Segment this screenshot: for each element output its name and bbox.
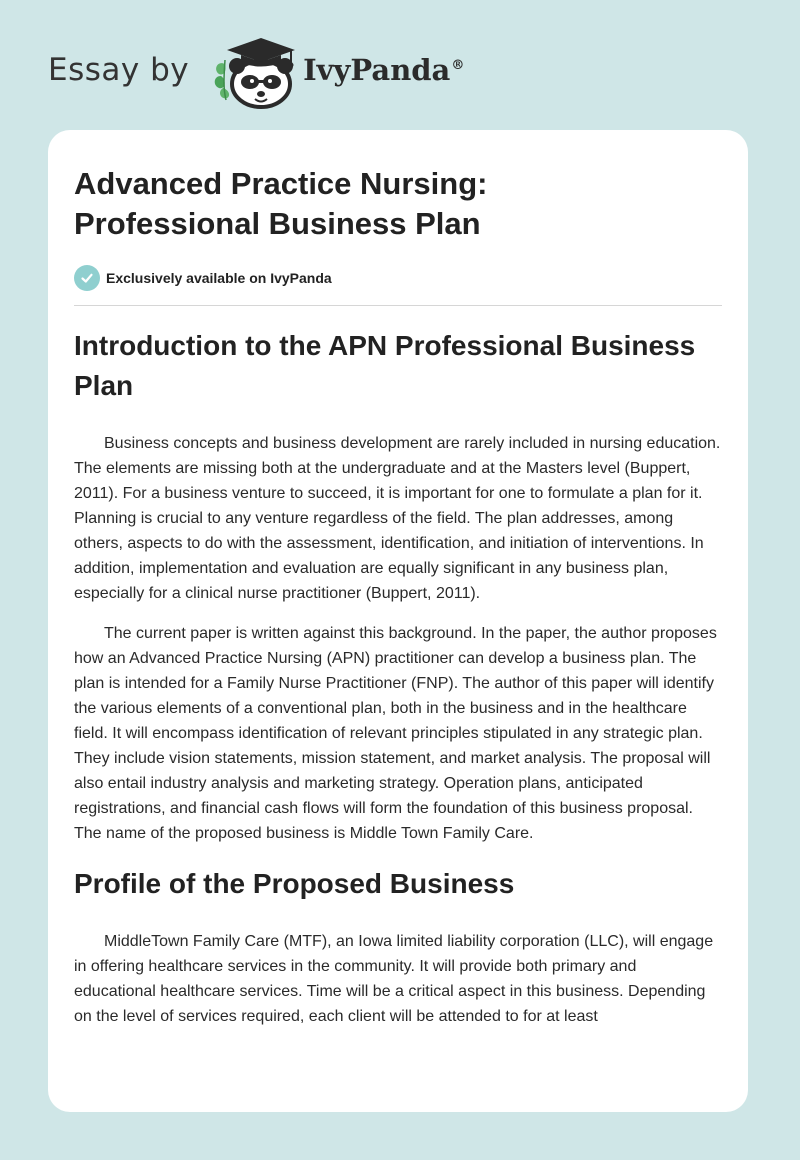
article-card (48, 130, 748, 1112)
registered-mark: ® (451, 58, 465, 74)
section-heading-introduction: Introduction to the APN Professional Business Plan (74, 330, 696, 401)
brand-header (48, 30, 464, 110)
divider (74, 305, 722, 306)
paragraph: MiddleTown Family Care (MTF), an Iowa limited liability corporation (LLC), will engage in offering healthcare services in the community. It will provide both primary and educational healthcare services. Time will be a critical aspect in this business. Depending on the level of services required, each client will be attended to for at least (74, 933, 714, 1025)
brand-name-text: IvyPanda (303, 53, 451, 87)
article-content (74, 164, 722, 1029)
article-title: Advanced Practice Nursing: Professional Business Plan (74, 166, 488, 241)
paragraph: Business concepts and business development are rarely included in nursing education. The elements are missing both at the undergraduate and at the Masters level (Buppert, 2011). For a business venture to succeed, it is important for one to formulate a plan for it. Planning is crucial to any venture regardless of the field. The plan addresses, among others, aspects to do with the assessment, identification, and initiation of interventions. In addition, implementation and evaluation are equally significant in any business plan, especially for a clinical nurse practitioner (Buppert, 2011). (74, 435, 721, 602)
section-heading-profile: Profile of the Proposed Business (74, 868, 515, 899)
exclusive-badge (74, 264, 722, 292)
exclusive-label: Exclusively available on IvyPanda (106, 270, 332, 286)
panda-graduate-logo-icon (207, 30, 299, 110)
brand-name[interactable] (303, 53, 464, 87)
paragraph: The current paper is written against this background. In the paper, the author proposes how an Advanced Practice Nursing (APN) practitioner can develop a business plan. The plan is intended for a Family Nurse Practitioner (FNP). The author of this paper will identify the various elements of a conventional plan, both in the business and in the healthcare field. It will encompass identification of relevant principles stipulated in any strategic plan. They include vision statements, mission statement, and market analysis. The proposal will also entail industry analysis and marketing strategy. Operation plans, anticipated registrations, and financial cash flows will form the foundation of this business proposal. The name of the proposed business is Middle Town Family Care. (74, 625, 717, 842)
check-circle-icon (74, 265, 100, 291)
brand-prefix: Essay by (48, 52, 190, 88)
